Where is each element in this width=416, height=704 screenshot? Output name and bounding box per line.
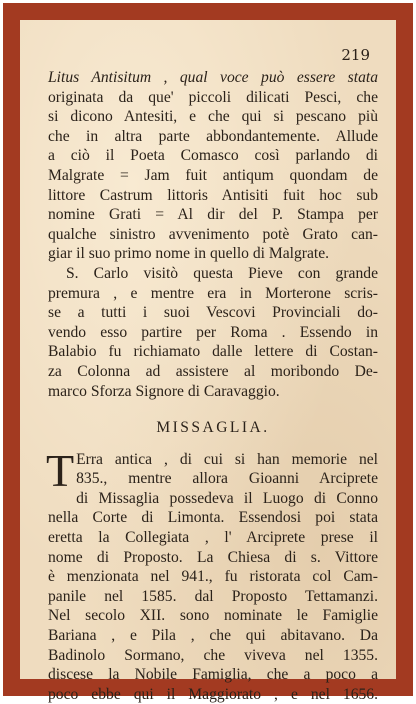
drop-cap: T (46, 444, 75, 496)
text-line: premura , e mentre era in Morterone scris- (48, 284, 378, 302)
red-border-frame (3, 3, 413, 703)
paragraph-1 (48, 68, 378, 264)
page-number: 219 (341, 46, 370, 64)
page-text (48, 68, 378, 704)
text-line: marco Sforza Signore di Caravaggio. (48, 382, 280, 400)
text-line: nella Corte di Limonta. Essendosi poi stata (48, 509, 378, 527)
text-line: qualche sinistro avvenimento potè Grato can- (48, 225, 378, 243)
text-line: è menzionata nel 941., fu ristorata col Cam- (48, 568, 378, 586)
text-line: eretta la Collegiata , l' Arciprete prese il (48, 529, 378, 547)
text-line: Litus Antisitum , qual voce può essere stata (48, 69, 378, 86)
text-line: poco ebbe qui il Maggiorato , e nel 1656. (48, 685, 378, 703)
section-heading: MISSAGLIA. (156, 419, 270, 437)
text-line: littore Castrum littoris Antisiti fuit hoc sub (48, 186, 378, 204)
text-line: Erra antica , di cui si han memorie nel (76, 450, 378, 468)
text-line: vendo esso partire per Roma . Essendo in (48, 323, 378, 341)
text-line: nomine Grati = Al dir del P. Stampa per (48, 206, 378, 224)
text-line: di Missaglia possedeva il Luogo di Conno (76, 489, 378, 507)
text-line: a ciò il Poeta Comasco così parlando di (48, 147, 378, 165)
text-line: Nel secolo XII. sono nominate le Famiglie (48, 607, 378, 625)
paragraph-3 (46, 444, 378, 704)
book-page (20, 20, 396, 703)
text-line: S. Carlo visitò questa Pieve con grande (66, 264, 378, 282)
text-line: originata da que' piccoli dilicati Pesci, che (48, 88, 378, 106)
paragraph-2 (48, 264, 378, 401)
text-line: nome di Proposto. La Chiesa di s. Vittore (48, 548, 378, 566)
text-line: si dicono Antesiti, e che qui si pescano più (48, 108, 378, 126)
text-line: che in altra parte abbondantemente. Allude (48, 127, 378, 145)
text-line: se a tutti i suoi Vescovi Provinciali do- (48, 304, 378, 322)
text-line: za Colonna ad assistere al moribondo De- (48, 362, 378, 380)
text-line: Badinolo Sormano, che viveva nel 1355. (48, 646, 378, 664)
text-line: 835., mentre allora Gioanni Arciprete (76, 470, 378, 488)
text-line: Malgrate = Jam fuit antiqum quondam de (48, 166, 378, 184)
text-line: Balabio fu richiamato dalle lettere di Costan- (48, 343, 378, 361)
text-line: panile nel 1585. dal Proposto Tettamanzi. (48, 587, 378, 605)
text-line: giar il suo primo nome in quello di Malgrate. (48, 245, 330, 263)
text-line: discese la Nobile Famiglia, che a poco a (48, 666, 378, 684)
text-line: Bariana , e Pila , che qui abitavano. Da (48, 627, 378, 645)
